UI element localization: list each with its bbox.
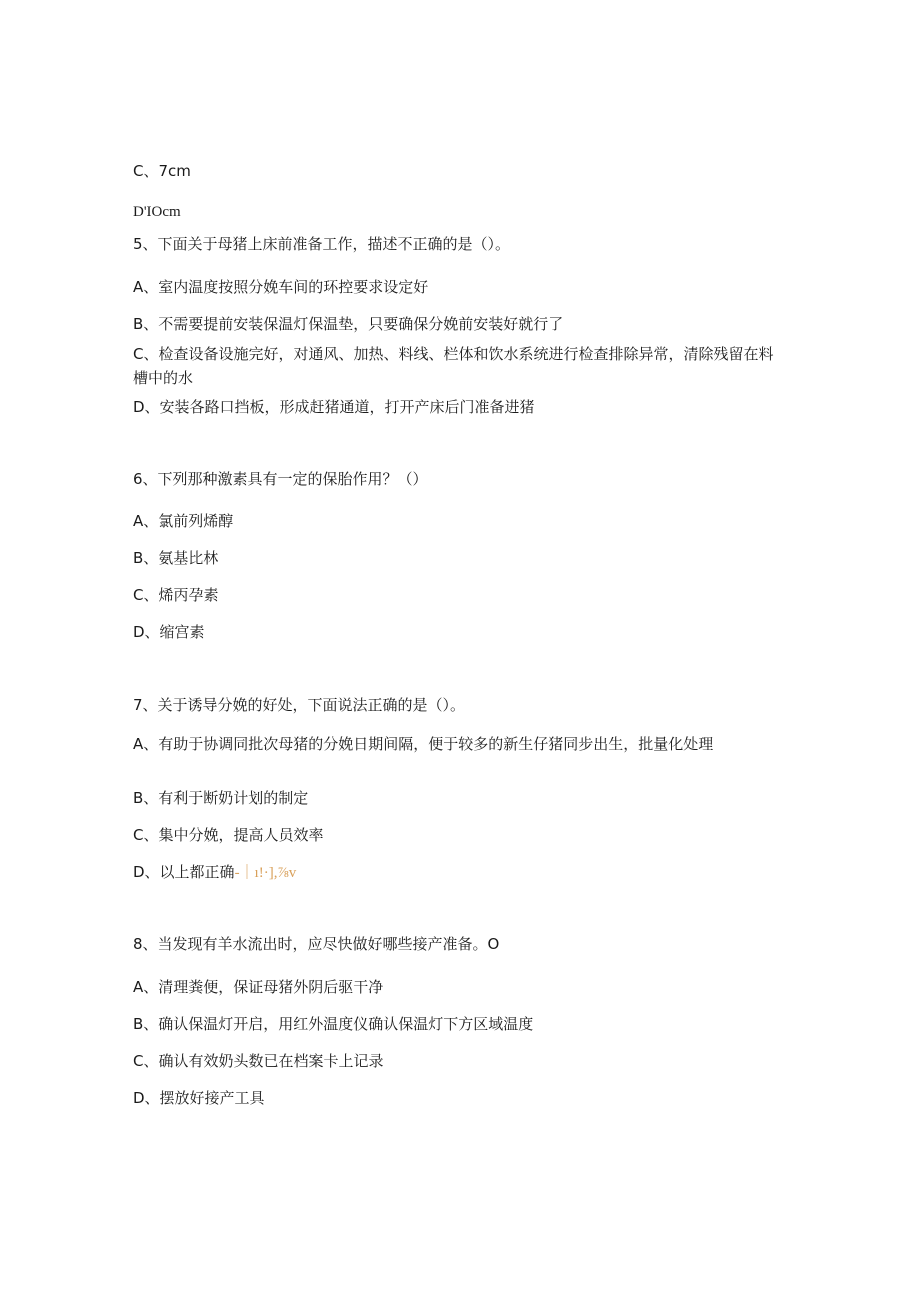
question-5-option-a: A、室内温度按照分娩车间的环控要求设定好: [133, 278, 429, 296]
question-7-option-b: B、有利于断奶计划的制定: [133, 789, 309, 807]
question-6: 6、下列那种激素具有一定的保胎作用？（）: [133, 470, 428, 488]
question-7: 7、关于诱导分娩的好处，下面说法正确的是（）。: [133, 696, 466, 714]
question-8-option-c: C、确认有效奶头数已在档案卡上记录: [133, 1052, 384, 1070]
question-5-option-b: B、不需要提前安装保温灯保温垫，只要确保分娩前安装好就行了: [133, 315, 564, 333]
question-8-option-a: A、清理粪便，保证母猪外阴后驱干净: [133, 978, 384, 996]
question-5: 5、下面关于母猪上床前准备工作，描述不正确的是（）。: [133, 235, 511, 253]
question-7-option-d-text: D、以上都正确: [133, 863, 235, 881]
option-line: C、7cm: [133, 162, 191, 180]
question-8-option-b: B、确认保温灯开启，用红外温度仪确认保温灯下方区域温度: [133, 1015, 534, 1033]
question-6-option-b: B、氨基比林: [133, 549, 219, 567]
question-8-option-d: D、摆放好接产工具: [133, 1089, 265, 1107]
question-7-option-a: A、有助于协调同批次母猪的分娩日期间隔，便于较多的新生仔猪同步出生，批量化处理: [133, 735, 714, 753]
question-6-option-c: C、烯丙孕素: [133, 586, 219, 604]
option-line: D'IOcm: [133, 204, 181, 220]
question-6-option-a: A、氯前列烯醇: [133, 512, 234, 530]
question-8: 8、当发现有羊水流出时，应尽快做好哪些接产准备。O: [133, 935, 500, 953]
question-6-option-d: D、缩宫素: [133, 623, 205, 641]
question-5-option-d: D、安装各路口挡板，形成赶猪通道，打开产床后门准备进猪: [133, 398, 535, 416]
stamp-mark: -｜ı!·],⅞v: [234, 865, 297, 881]
question-7-option-d: [133, 862, 296, 883]
question-5-option-c: C、检查设备设施完好，对通风、加热、料线、栏体和饮水系统进行检查排除异常，清除残留在料槽中的水: [133, 345, 774, 387]
question-7-option-c: C、集中分娩，提高人员效率: [133, 826, 324, 844]
